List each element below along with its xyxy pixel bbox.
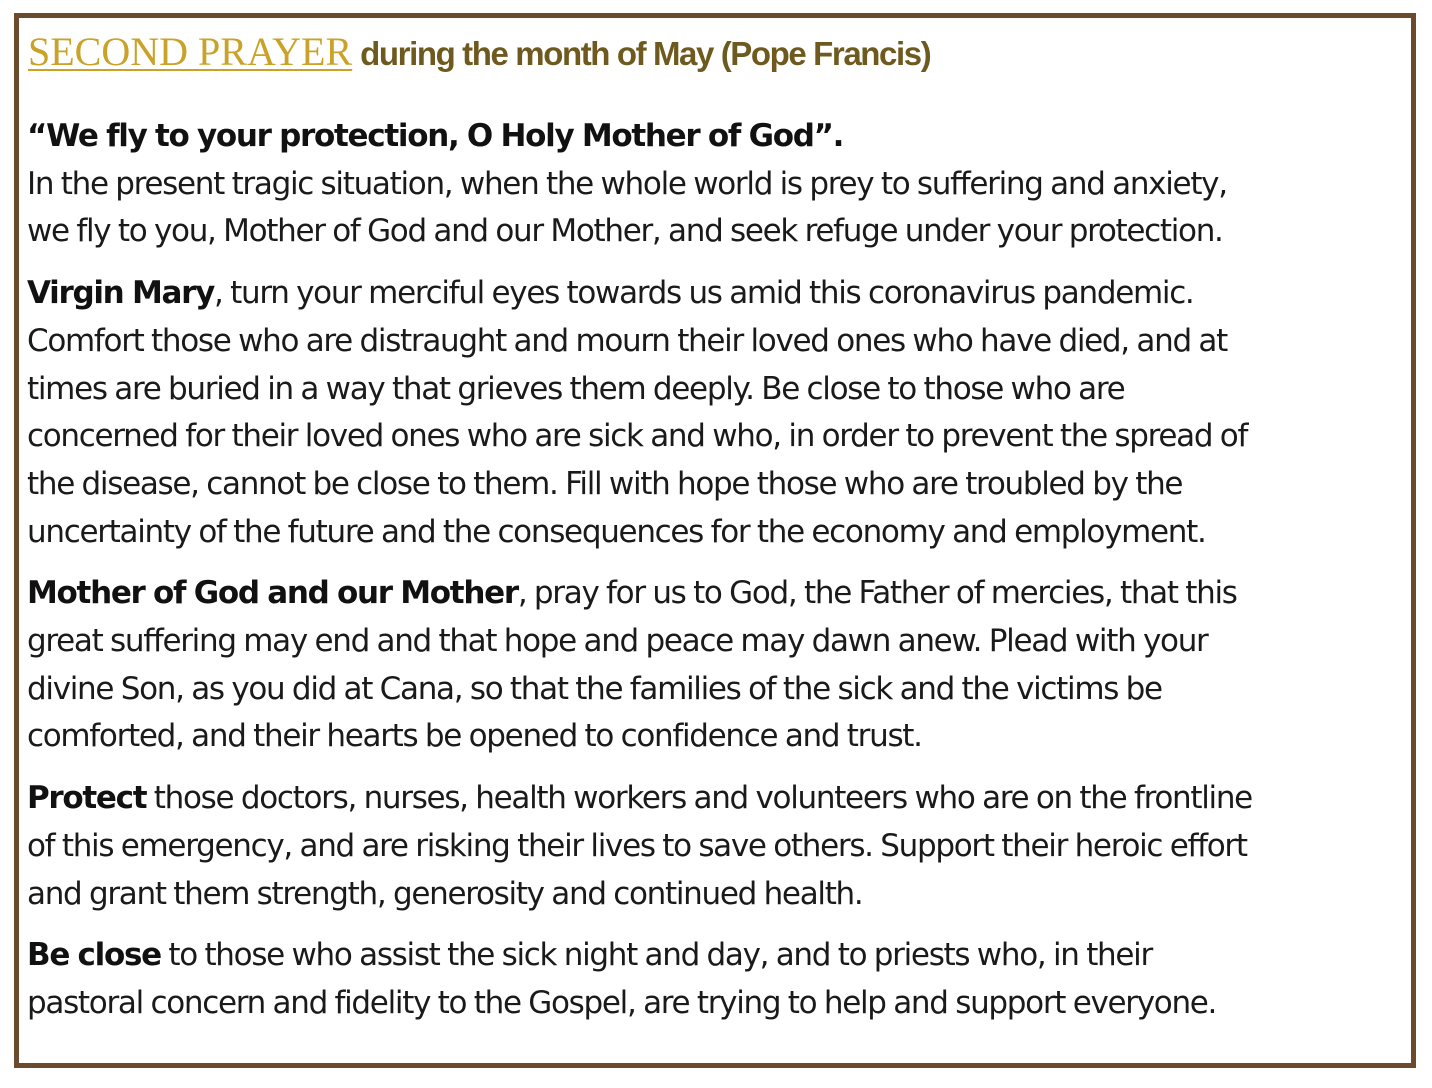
paragraph-mother-of-god bbox=[27, 570, 1417, 761]
paragraph-be-close bbox=[27, 932, 1417, 1027]
prayer-frame bbox=[14, 13, 1416, 1068]
text-line: uncertainty of the future and the consequences for the economy and employment. bbox=[27, 513, 1206, 550]
text-fragment: , pray for us to God, the Father of mercies, that this bbox=[517, 575, 1237, 612]
paragraph-intro bbox=[27, 113, 1417, 256]
text-fragment: those doctors, nurses, health workers and volunteers who are on the frontline bbox=[146, 780, 1252, 817]
text-line: pastoral concern and fidelity to the Gospel, are trying to help and support everyone. bbox=[27, 984, 1217, 1021]
text-fragment: to those who assist the sick night and day, and to priests who, in their bbox=[160, 937, 1152, 974]
text-line: the disease, cannot be close to them. Fill with hope those who are troubled by the bbox=[27, 465, 1183, 502]
text-line: great suffering may end and that hope and peace may dawn anew. Plead with your bbox=[27, 623, 1208, 660]
text-line: concerned for their loved ones who are sick and who, in order to prevent the spread of bbox=[27, 418, 1248, 455]
paragraph-lead: Mother of God and our Mother bbox=[27, 575, 518, 612]
text-line: times are buried in a way that grieves them deeply. Be close to those who are bbox=[27, 370, 1125, 407]
text-line: of this emergency, and are risking their lives to save others. Support their heroic effort bbox=[27, 827, 1247, 864]
text-line: we fly to you, Mother of God and our Mother, and seek refuge under your protection. bbox=[27, 213, 1223, 250]
text-line bbox=[27, 932, 1417, 980]
paragraph-virgin-mary bbox=[27, 270, 1417, 556]
invocation-line: “We fly to your protection, O Holy Mother of God”. bbox=[27, 118, 844, 154]
text-line: In the present tragic situation, when the whole world is prey to suffering and anxiety, bbox=[27, 165, 1227, 202]
prayer-heading bbox=[28, 29, 931, 81]
paragraph-lead: Virgin Mary bbox=[27, 275, 215, 312]
prayer-body bbox=[27, 113, 1417, 1028]
text-line bbox=[27, 570, 1417, 618]
text-line bbox=[27, 775, 1417, 823]
text-line: divine Son, as you did at Cana, so that the families of the sick and the victims be bbox=[27, 670, 1162, 707]
paragraph-protect bbox=[27, 775, 1417, 918]
paragraph-lead: Be close bbox=[27, 937, 161, 974]
heading-label: SECOND PRAYER bbox=[28, 29, 353, 74]
paragraph-lead: Protect bbox=[27, 780, 147, 817]
text-line: comforted, and their hearts be opened to confidence and trust. bbox=[27, 718, 922, 755]
heading-subtitle: during the month of May (Pope Francis) bbox=[360, 35, 931, 72]
text-line: Comfort those who are distraught and mourn their loved ones who have died, and at bbox=[27, 322, 1227, 359]
text-line bbox=[27, 270, 1417, 318]
text-line: and grant them strength, generosity and continued health. bbox=[27, 875, 863, 912]
text-fragment: , turn your merciful eyes towards us amid this coronavirus pandemic. bbox=[214, 275, 1194, 312]
